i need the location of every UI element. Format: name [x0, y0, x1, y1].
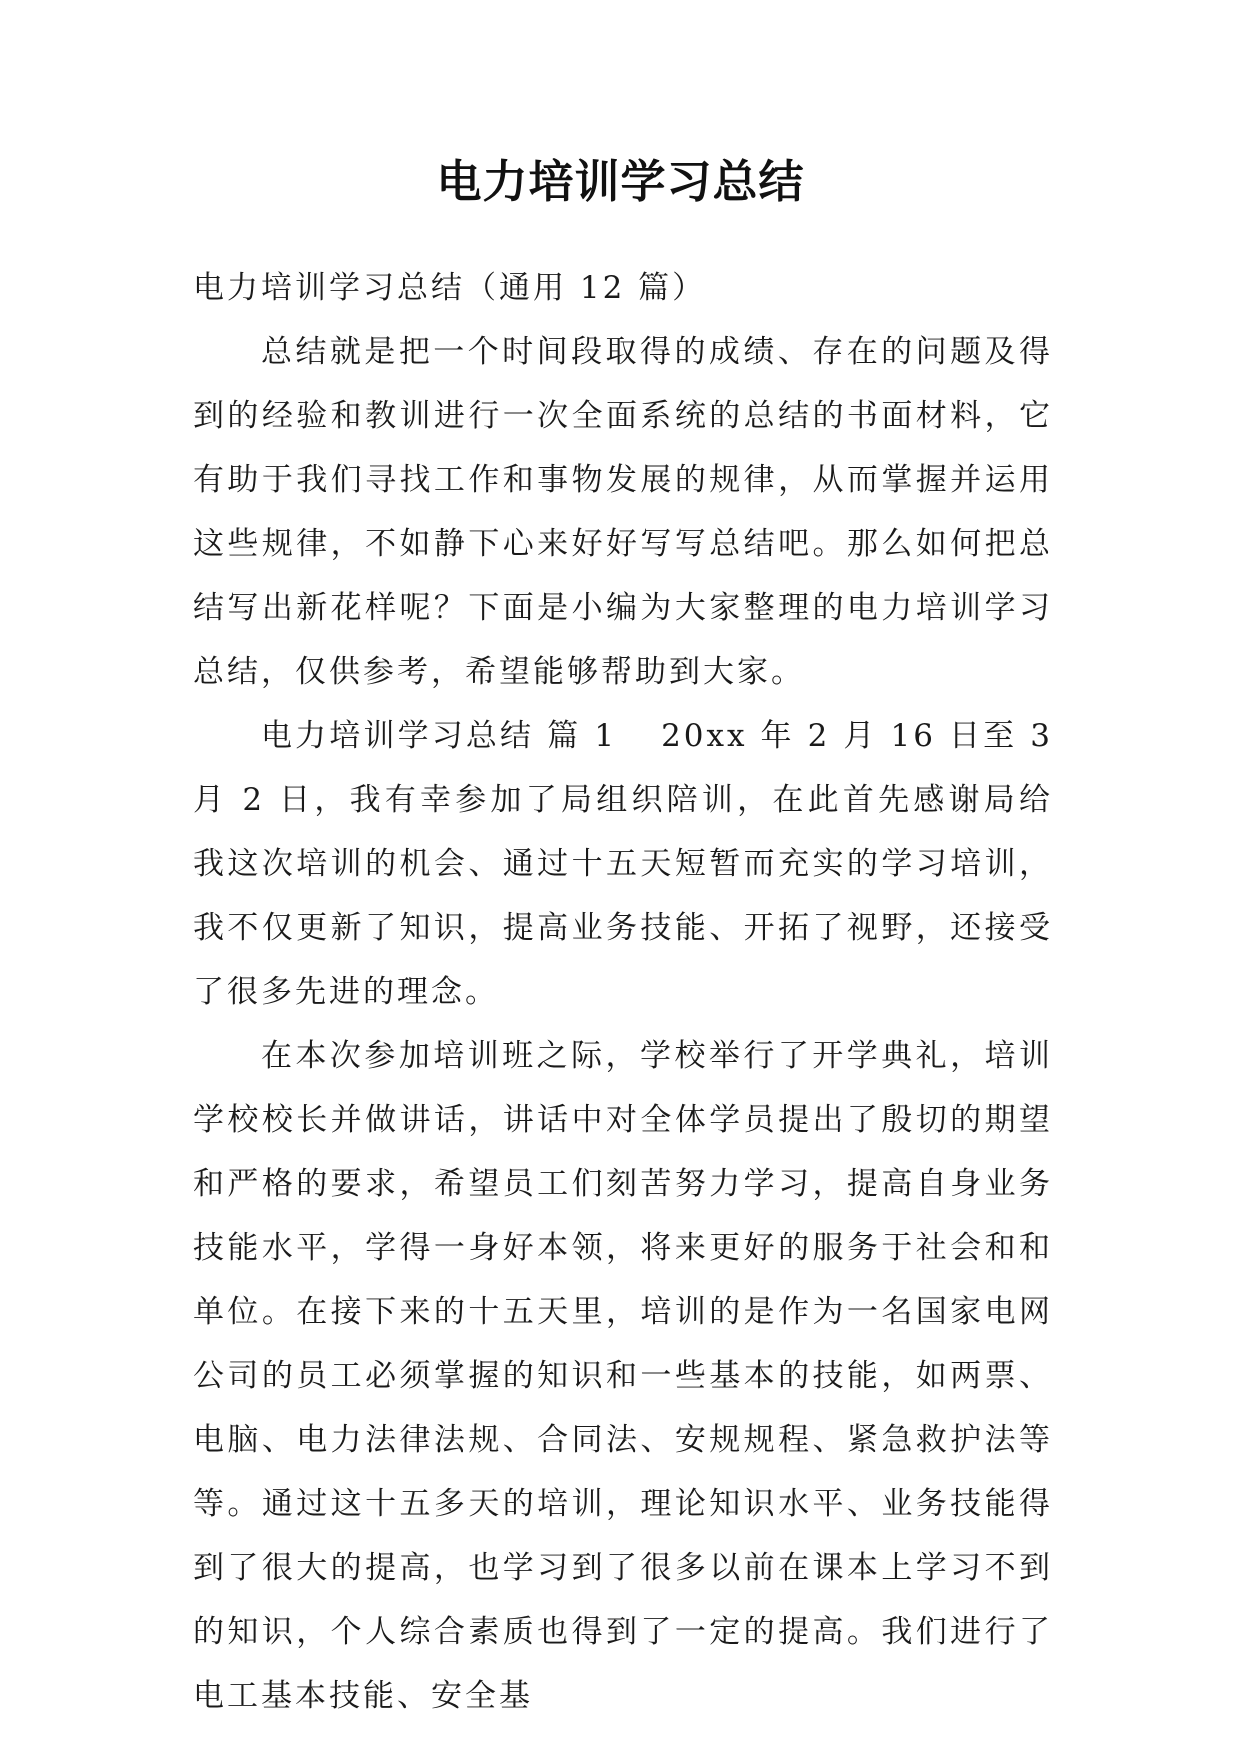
document-subtitle: 电力培训学习总结（通用 12 篇）	[193, 270, 707, 306]
document-body	[193, 256, 1053, 1728]
section-1-paragraph-2: 在本次参加培训班之际，学校举行了开学典礼，培训学校校长并做讲话，讲话中对全体学员提出了殷切的期望和严格的要求，希望员工们刻苦努力学习，提高自身业务技能水平，学得一身好本领，将来更好的服务于社会和和单位。在接下来的十五天里，培训的是作为一名国家电网公司的员工必须掌握的知识和一些基本的技能，如两票、电脑、电力法律法规、合同法、安规规程、紧急救护法等等。通过这十五多天的培训，理论知识水平、业务技能得到了很大的提高，也学习到了很多以前在课本上学习不到的知识，个人综合素质也得到了一定的提高。我们进行了电工基本技能、安全基	[193, 1038, 1053, 1714]
document-title: 电力培训学习总结	[436, 155, 805, 208]
intro-paragraph: 总结就是把一个时间段取得的成绩、存在的问题及得到的经验和教训进行一次全面系统的总结的书面材料，它有助于我们寻找工作和事物发展的规律，从而掌握并运用这些规律，不如静下心来好好写写总结吧。那么如何把总结写出新花样呢？下面是小编为大家整理的电力培训学习总结，仅供参考，希望能够帮助到大家。	[193, 334, 1053, 690]
section-1-paragraph-1	[193, 704, 1053, 1024]
section-1-heading: 电力培训学习总结 篇 1	[261, 718, 618, 754]
section-1-paragraph-1-text: 20xx 年 2 月 16 日至 3 月 2 日，我有幸参加了局组织陪训，在此首先感谢局给我这次培训的机会、通过十五天短暂而充实的学习培训，我不仅更新了知识，提高业务技能、开拓了视野，还接受了很多先进的理念。	[193, 718, 1053, 1010]
